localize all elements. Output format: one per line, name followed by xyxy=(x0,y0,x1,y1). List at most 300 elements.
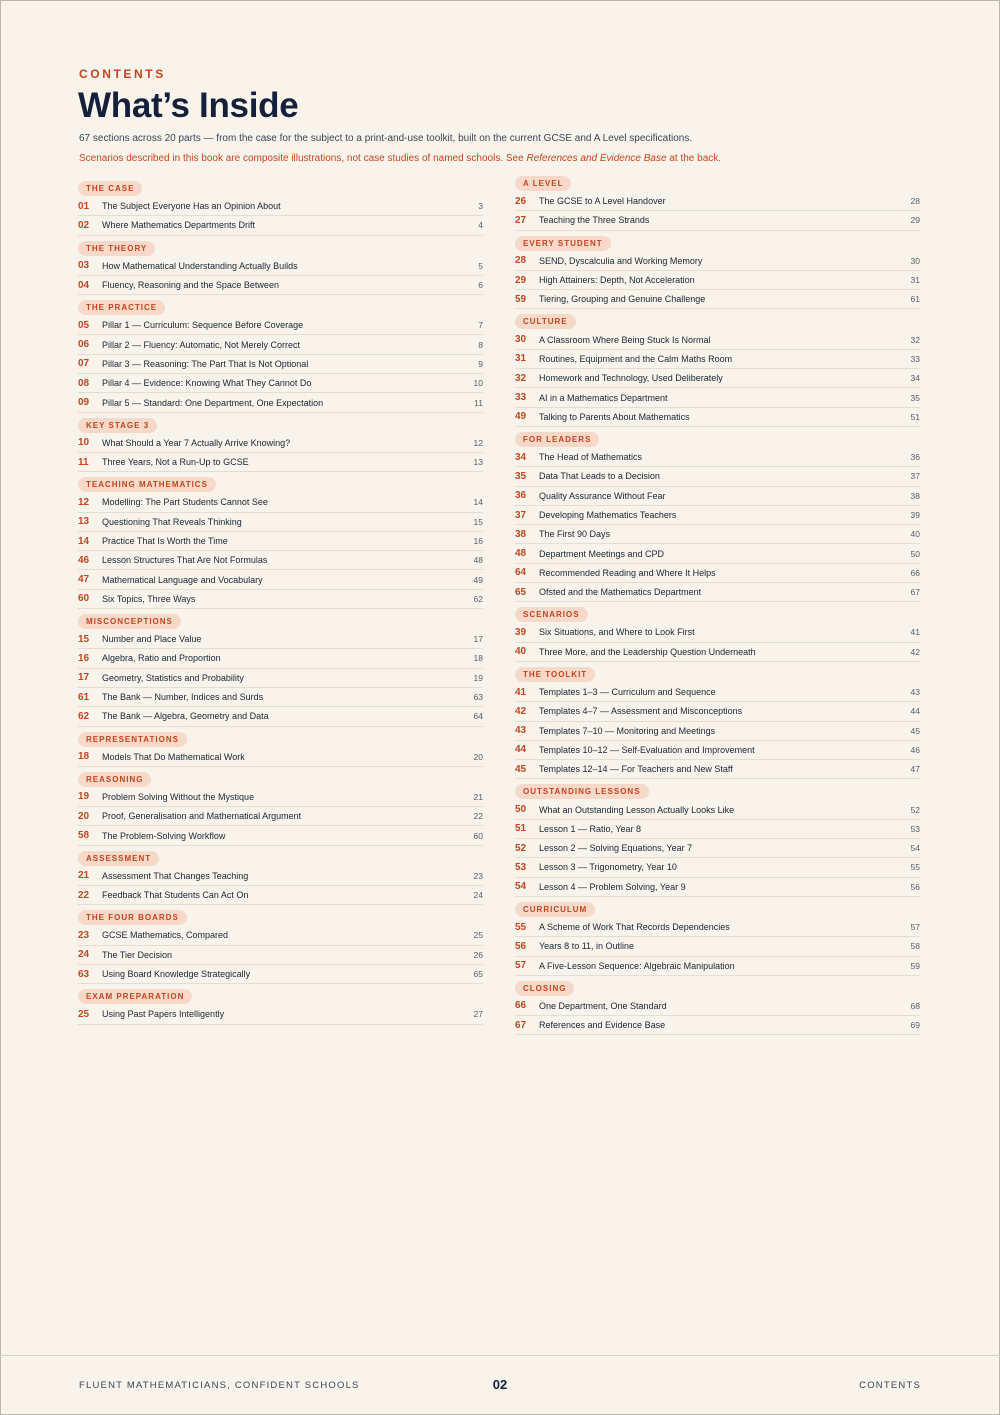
contents-part xyxy=(78,907,483,984)
contents-entry[interactable] xyxy=(515,192,920,211)
section-title: Fluency, Reasoning and the Space Between xyxy=(102,280,279,291)
contents-entry[interactable] xyxy=(515,643,920,662)
contents-entry[interactable] xyxy=(78,513,483,532)
section-title: A Scheme of Work That Records Dependencies xyxy=(539,922,730,933)
section-number: 17 xyxy=(78,672,90,684)
section-page-number: 28 xyxy=(910,196,920,207)
section-number: 66 xyxy=(515,1000,527,1012)
section-page-number: 8 xyxy=(478,339,483,350)
section-page-number: 16 xyxy=(473,536,483,546)
section-title: Questioning That Reveals Thinking xyxy=(102,516,242,527)
part-label-badge: KEY STAGE 3 xyxy=(78,418,157,433)
part-label-badge: THE TOOLKIT xyxy=(515,667,595,682)
contents-entry[interactable] xyxy=(515,1016,920,1035)
section-page-number: 43 xyxy=(910,687,920,698)
section-title: Mathematical Language and Vocabulary xyxy=(102,574,263,585)
section-number: 60 xyxy=(78,593,90,605)
contents-entry[interactable] xyxy=(78,335,483,354)
contents-entry[interactable] xyxy=(78,688,483,707)
section-eyebrow: CONTENTS xyxy=(79,67,166,81)
section-title: The Bank — Number, Indices and Surds xyxy=(102,692,264,703)
part-label-badge: THE CASE xyxy=(78,181,142,196)
footer-page-number: 02 xyxy=(492,1377,508,1392)
section-number: 38 xyxy=(515,528,527,540)
section-title: Data That Leads to a Decision xyxy=(539,471,660,482)
contents-part xyxy=(515,604,920,662)
section-page-number: 40 xyxy=(910,529,920,540)
section-number: 44 xyxy=(515,744,527,756)
contents-entry[interactable] xyxy=(515,583,920,602)
section-page-number: 51 xyxy=(910,411,920,422)
section-page-number: 24 xyxy=(473,890,483,901)
contents-entry[interactable] xyxy=(515,858,920,877)
section-number: 48 xyxy=(515,548,527,560)
section-page-number: 6 xyxy=(478,280,483,291)
contents-entry[interactable] xyxy=(78,393,483,412)
section-title: One Department, One Standard xyxy=(539,1000,667,1011)
section-page-number: 67 xyxy=(910,587,920,598)
section-page-number: 29 xyxy=(910,215,920,226)
disclaimer-text-end: at the back. xyxy=(666,153,722,164)
section-page-number: 33 xyxy=(910,353,920,364)
contents-entry[interactable] xyxy=(78,886,483,905)
section-number: 22 xyxy=(78,889,90,901)
section-page-number: 38 xyxy=(910,490,920,501)
contents-entry[interactable] xyxy=(515,878,920,897)
section-page-number: 57 xyxy=(910,922,920,933)
section-page-number: 63 xyxy=(473,692,483,703)
section-number: 27 xyxy=(515,214,527,226)
section-page-number: 14 xyxy=(473,497,483,508)
section-number: 58 xyxy=(78,830,90,842)
section-number: 18 xyxy=(78,751,90,763)
section-number: 23 xyxy=(78,929,90,941)
section-page-number: 45 xyxy=(910,725,920,736)
contents-entry[interactable] xyxy=(515,388,920,407)
section-title: Lesson 3 — Trigonometry, Year 10 xyxy=(539,862,677,873)
contents-entry[interactable] xyxy=(78,788,483,807)
contents-entry[interactable] xyxy=(78,257,483,276)
contents-entry[interactable] xyxy=(78,434,483,453)
section-number: 32 xyxy=(515,372,527,384)
section-title: Three More, and the Leadership Question Underneath xyxy=(539,646,756,657)
section-page-number: 4 xyxy=(478,220,483,231)
section-number: 30 xyxy=(515,334,527,346)
section-title: Three Years, Not a Run-Up to GCSE xyxy=(102,457,249,468)
section-title: Pillar 2 — Fluency: Automatic, Not Merely Correct xyxy=(102,339,301,350)
contents-entry[interactable] xyxy=(78,590,483,609)
contents-part xyxy=(78,611,483,726)
section-title: Tiering, Grouping and Genuine Challenge xyxy=(539,294,706,305)
section-page-number: 12 xyxy=(473,437,483,448)
section-page-number: 49 xyxy=(473,574,483,585)
section-title: Using Past Papers Intelligently xyxy=(102,1009,225,1020)
section-title: References and Evidence Base xyxy=(539,1020,666,1031)
contents-entry[interactable] xyxy=(515,290,920,309)
section-page-number: 53 xyxy=(910,823,920,834)
section-number: 29 xyxy=(515,274,527,286)
section-title: Feedback That Students Can Act On xyxy=(102,890,249,901)
contents-entry[interactable] xyxy=(515,525,920,544)
section-page-number: 68 xyxy=(910,1000,920,1011)
section-number: 20 xyxy=(78,810,90,822)
section-title: The Bank — Algebra, Geometry and Data xyxy=(102,711,269,722)
section-page-number: 61 xyxy=(910,294,920,305)
section-number: 40 xyxy=(515,646,527,658)
contents-entry[interactable] xyxy=(78,807,483,826)
section-number: 08 xyxy=(78,377,90,389)
contents-entry[interactable] xyxy=(78,826,483,845)
section-page-number: 65 xyxy=(473,969,483,980)
section-page-number: 27 xyxy=(473,1009,483,1020)
section-number: 42 xyxy=(515,705,527,717)
contents-part xyxy=(78,474,483,609)
contents-entry[interactable] xyxy=(78,669,483,688)
page-subtitle: 67 sections across 20 parts — from the case for the subject to a print-and-use toolkit, built on the current GCSE and A Level specifications. xyxy=(79,133,693,144)
contents-entry[interactable] xyxy=(78,1005,483,1024)
section-title: Department Meetings and CPD xyxy=(539,548,665,559)
section-page-number: 36 xyxy=(910,452,920,463)
section-title: Templates 12–14 — For Teachers and New Staff xyxy=(539,764,733,775)
contents-entry[interactable] xyxy=(78,374,483,393)
contents-entry[interactable] xyxy=(515,467,920,486)
section-title: Lesson 2 — Solving Equations, Year 7 xyxy=(539,843,693,854)
part-label-badge: OUTSTANDING LESSONS xyxy=(515,784,649,799)
contents-entry[interactable] xyxy=(78,551,483,570)
contents-part xyxy=(515,233,920,310)
section-number: 15 xyxy=(78,633,90,645)
part-label-badge: CLOSING xyxy=(515,981,574,996)
section-number: 59 xyxy=(515,293,527,305)
section-title: Lesson 1 — Ratio, Year 8 xyxy=(539,823,642,834)
section-page-number: 25 xyxy=(473,930,483,941)
section-number: 46 xyxy=(78,554,90,566)
section-title: AI in a Mathematics Department xyxy=(539,392,668,403)
contents-part xyxy=(78,729,483,767)
section-title: What Should a Year 7 Actually Arrive Knowing? xyxy=(102,437,291,448)
section-title: Pillar 5 — Standard: One Department, One Expectation xyxy=(102,397,324,408)
section-page-number: 7 xyxy=(478,320,483,331)
part-label-badge: REPRESENTATIONS xyxy=(78,732,187,747)
section-title: Number and Place Value xyxy=(102,634,202,645)
contents-entry[interactable] xyxy=(78,276,483,295)
section-number: 02 xyxy=(78,219,90,231)
section-title: Quality Assurance Without Fear xyxy=(539,490,666,501)
section-number: 53 xyxy=(515,861,527,873)
section-number: 07 xyxy=(78,358,90,370)
section-page-number: 62 xyxy=(473,593,483,604)
section-number: 04 xyxy=(78,279,90,291)
contents-part xyxy=(78,848,483,906)
contents-entry[interactable] xyxy=(78,965,483,984)
part-label-badge: EXAM PREPARATION xyxy=(78,989,192,1004)
section-title: Problem Solving Without the Mystique xyxy=(102,791,255,802)
part-label-badge: MISCONCEPTIONS xyxy=(78,614,181,629)
part-label-badge: CULTURE xyxy=(515,314,576,329)
section-title: Templates 10–12 — Self-Evaluation and Improvement xyxy=(539,744,755,755)
section-page-number: 17 xyxy=(473,634,483,645)
section-page-number: 54 xyxy=(910,843,920,854)
section-page-number: 5 xyxy=(478,260,483,271)
section-page-number: 58 xyxy=(910,941,920,952)
section-title: Developing Mathematics Teachers xyxy=(539,510,677,520)
section-title: Ofsted and the Mathematics Department xyxy=(539,587,702,598)
contents-entry[interactable] xyxy=(78,532,483,551)
contents-entry[interactable] xyxy=(515,997,920,1016)
section-page-number: 20 xyxy=(473,751,483,762)
section-page-number: 32 xyxy=(910,334,920,345)
section-number: 41 xyxy=(515,686,527,698)
contents-entry[interactable] xyxy=(515,760,920,779)
section-number: 16 xyxy=(78,652,90,664)
contents-entry[interactable] xyxy=(515,957,920,976)
part-label-badge: ASSESSMENT xyxy=(78,851,159,866)
section-page-number: 59 xyxy=(910,960,920,971)
section-title: Lesson 4 — Problem Solving, Year 9 xyxy=(539,881,686,892)
section-title: High Attainers: Depth, Not Acceleration xyxy=(539,275,695,286)
contents-entry[interactable] xyxy=(515,839,920,858)
section-number: 45 xyxy=(515,763,527,775)
contents-entry[interactable] xyxy=(515,722,920,741)
contents-entry[interactable] xyxy=(515,408,920,427)
section-title: Templates 7–10 — Monitoring and Meetings xyxy=(539,725,716,736)
section-page-number: 64 xyxy=(473,711,483,722)
section-page-number: 21 xyxy=(473,791,483,802)
section-page-number: 66 xyxy=(910,567,920,578)
section-title: What an Outstanding Lesson Actually Looks Like xyxy=(539,804,735,815)
section-page-number: 37 xyxy=(910,471,920,482)
contents-entry[interactable] xyxy=(78,748,483,767)
contents-part xyxy=(78,297,483,412)
section-page-number: 48 xyxy=(473,555,483,566)
section-page-number: 18 xyxy=(473,653,483,664)
contents-entry[interactable] xyxy=(78,630,483,649)
contents-entry[interactable] xyxy=(78,867,483,886)
section-number: 36 xyxy=(515,490,527,502)
part-label-badge: THE PRACTICE xyxy=(78,300,165,315)
section-number: 25 xyxy=(78,1008,90,1020)
section-number: 33 xyxy=(515,392,527,404)
contents-entry[interactable] xyxy=(78,649,483,668)
section-number: 47 xyxy=(78,574,90,586)
contents-entry[interactable] xyxy=(515,330,920,349)
contents-entry[interactable] xyxy=(515,741,920,760)
section-title: Pillar 1 — Curriculum: Sequence Before Coverage xyxy=(102,320,304,331)
contents-entry[interactable] xyxy=(78,946,483,965)
section-number: 39 xyxy=(515,626,527,638)
contents-entry[interactable] xyxy=(515,683,920,702)
contents-part xyxy=(78,769,483,846)
section-title: Pillar 3 — Reasoning: The Part That Is Not Optional xyxy=(102,358,309,369)
section-number: 06 xyxy=(78,339,90,351)
page-title: What’s Inside xyxy=(78,86,299,125)
contents-part xyxy=(515,781,920,896)
contents-entry[interactable] xyxy=(515,211,920,230)
contents-entry[interactable] xyxy=(515,702,920,721)
contents-entry[interactable] xyxy=(515,544,920,563)
section-number: 13 xyxy=(78,516,90,528)
section-page-number: 3 xyxy=(478,201,483,212)
part-label-badge: CURRICULUM xyxy=(515,902,595,917)
section-title: Talking to Parents About Mathematics xyxy=(539,411,690,422)
contents-column-right xyxy=(515,173,920,1037)
contents-column-left xyxy=(78,178,483,1027)
contents-part xyxy=(515,173,920,231)
section-page-number: 39 xyxy=(910,510,920,520)
contents-entry[interactable] xyxy=(515,918,920,937)
contents-part xyxy=(515,664,920,779)
footer-divider xyxy=(0,1355,1000,1356)
section-title: Proof, Generalisation and Mathematical Argument xyxy=(102,811,302,822)
section-number: 31 xyxy=(515,353,527,365)
contents-entry[interactable] xyxy=(78,926,483,945)
part-label-badge: A LEVEL xyxy=(515,176,571,191)
section-number: 19 xyxy=(78,791,90,803)
section-number: 09 xyxy=(78,397,90,409)
contents-part xyxy=(515,899,920,976)
part-label-badge: REASONING xyxy=(78,772,151,787)
section-page-number: 55 xyxy=(910,862,920,873)
contents-entry[interactable] xyxy=(515,487,920,506)
section-page-number: 60 xyxy=(473,830,483,841)
contents-part xyxy=(515,978,920,1036)
section-title: Assessment That Changes Teaching xyxy=(102,870,249,881)
contents-part xyxy=(78,178,483,236)
part-label-badge: EVERY STUDENT xyxy=(515,236,611,251)
section-page-number: 34 xyxy=(910,373,920,384)
contents-entry[interactable] xyxy=(515,350,920,369)
section-title: How Mathematical Understanding Actually Builds xyxy=(102,260,298,271)
contents-entry[interactable] xyxy=(78,453,483,472)
section-title: SEND, Dyscalculia and Working Memory xyxy=(539,255,703,266)
section-title: Where Mathematics Departments Drift xyxy=(102,220,256,231)
section-title: Geometry, Statistics and Probability xyxy=(102,672,244,683)
section-number: 49 xyxy=(515,411,527,423)
contents-part xyxy=(78,415,483,473)
contents-part xyxy=(78,986,483,1024)
contents-entry[interactable] xyxy=(78,355,483,374)
section-number: 35 xyxy=(515,470,527,482)
section-number: 63 xyxy=(78,968,90,980)
section-page-number: 50 xyxy=(910,548,920,559)
scenario-disclaimer xyxy=(79,153,721,164)
section-page-number: 9 xyxy=(478,358,483,369)
section-number: 54 xyxy=(515,881,527,893)
section-page-number: 52 xyxy=(910,804,920,815)
contents-entry[interactable] xyxy=(515,448,920,467)
section-title: The Tier Decision xyxy=(102,949,173,960)
part-label-badge: SCENARIOS xyxy=(515,607,588,622)
section-title: Homework and Technology, Used Deliberately xyxy=(539,373,723,384)
section-title: The Head of Mathematics xyxy=(539,452,643,463)
section-title: Routines, Equipment and the Calm Maths Room xyxy=(539,353,733,364)
section-page-number: 19 xyxy=(473,672,483,683)
section-number: 57 xyxy=(515,960,527,972)
disclaimer-reference-link: References and Evidence Base xyxy=(526,153,667,164)
section-page-number: 11 xyxy=(474,397,483,408)
part-label-badge: FOR LEADERS xyxy=(515,432,599,447)
section-title: Years 8 to 11, in Outline xyxy=(539,941,635,952)
section-title: A Five-Lesson Sequence: Algebraic Manipulation xyxy=(539,960,735,971)
section-title: Six Situations, and Where to Look First xyxy=(539,627,695,638)
contents-entry[interactable] xyxy=(78,216,483,235)
contents-entry[interactable] xyxy=(78,493,483,512)
contents-entry[interactable] xyxy=(515,252,920,271)
contents-part xyxy=(515,311,920,426)
section-title: The First 90 Days xyxy=(539,529,611,540)
section-title: The Problem-Solving Workflow xyxy=(102,830,226,841)
section-title: The Subject Everyone Has an Opinion About xyxy=(102,201,281,212)
section-page-number: 46 xyxy=(910,744,920,755)
contents-part xyxy=(515,429,920,602)
contents-entry[interactable] xyxy=(515,800,920,819)
section-number: 01 xyxy=(78,200,90,212)
section-title: Six Topics, Three Ways xyxy=(102,593,196,604)
section-number: 64 xyxy=(515,567,527,579)
section-number: 28 xyxy=(515,255,527,267)
section-title: Modelling: The Part Students Cannot See xyxy=(102,497,268,508)
section-page-number: 22 xyxy=(473,811,483,822)
section-page-number: 15 xyxy=(473,516,483,527)
footer-section-label: CONTENTS xyxy=(859,1380,921,1391)
section-number: 43 xyxy=(515,725,527,737)
section-title: Practice That Is Worth the Time xyxy=(102,536,228,546)
section-title: A Classroom Where Being Stuck Is Normal xyxy=(539,334,711,345)
section-number: 62 xyxy=(78,710,90,722)
section-number: 67 xyxy=(515,1019,527,1031)
section-number: 14 xyxy=(78,535,90,547)
section-page-number: 42 xyxy=(910,646,920,657)
contents-entry[interactable] xyxy=(515,369,920,388)
section-number: 52 xyxy=(515,842,527,854)
section-number: 34 xyxy=(515,451,527,463)
section-title: Recommended Reading and Where It Helps xyxy=(539,567,716,578)
contents-entry[interactable] xyxy=(515,937,920,956)
section-title: Teaching the Three Strands xyxy=(539,215,650,226)
section-number: 65 xyxy=(515,586,527,598)
contents-entry[interactable] xyxy=(78,707,483,726)
contents-entry[interactable] xyxy=(78,570,483,589)
contents-entry[interactable] xyxy=(78,316,483,335)
contents-entry[interactable] xyxy=(515,623,920,642)
section-number: 10 xyxy=(78,437,90,449)
section-number: 55 xyxy=(515,921,527,933)
contents-entry[interactable] xyxy=(515,271,920,290)
section-number: 56 xyxy=(515,940,527,952)
section-page-number: 13 xyxy=(473,457,483,468)
contents-entry[interactable] xyxy=(78,197,483,216)
section-page-number: 30 xyxy=(910,255,920,266)
section-number: 24 xyxy=(78,949,90,961)
section-number: 12 xyxy=(78,496,90,508)
section-page-number: 41 xyxy=(910,627,920,638)
section-title: Using Board Knowledge Strategically xyxy=(102,969,251,980)
footer-book-title: FLUENT MATHEMATICIANS, CONFIDENT SCHOOLS xyxy=(79,1380,360,1391)
section-page-number: 56 xyxy=(910,881,920,892)
section-page-number: 69 xyxy=(910,1020,920,1031)
section-number: 50 xyxy=(515,804,527,816)
contents-entry[interactable] xyxy=(515,564,920,583)
section-number: 03 xyxy=(78,260,90,272)
section-number: 37 xyxy=(515,509,527,521)
section-page-number: 26 xyxy=(473,949,483,960)
section-number: 26 xyxy=(515,195,527,207)
section-number: 21 xyxy=(78,870,90,882)
contents-entry[interactable] xyxy=(515,820,920,839)
contents-entry[interactable] xyxy=(515,506,920,525)
section-page-number: 10 xyxy=(473,378,483,389)
section-title: Lesson Structures That Are Not Formulas xyxy=(102,555,268,566)
